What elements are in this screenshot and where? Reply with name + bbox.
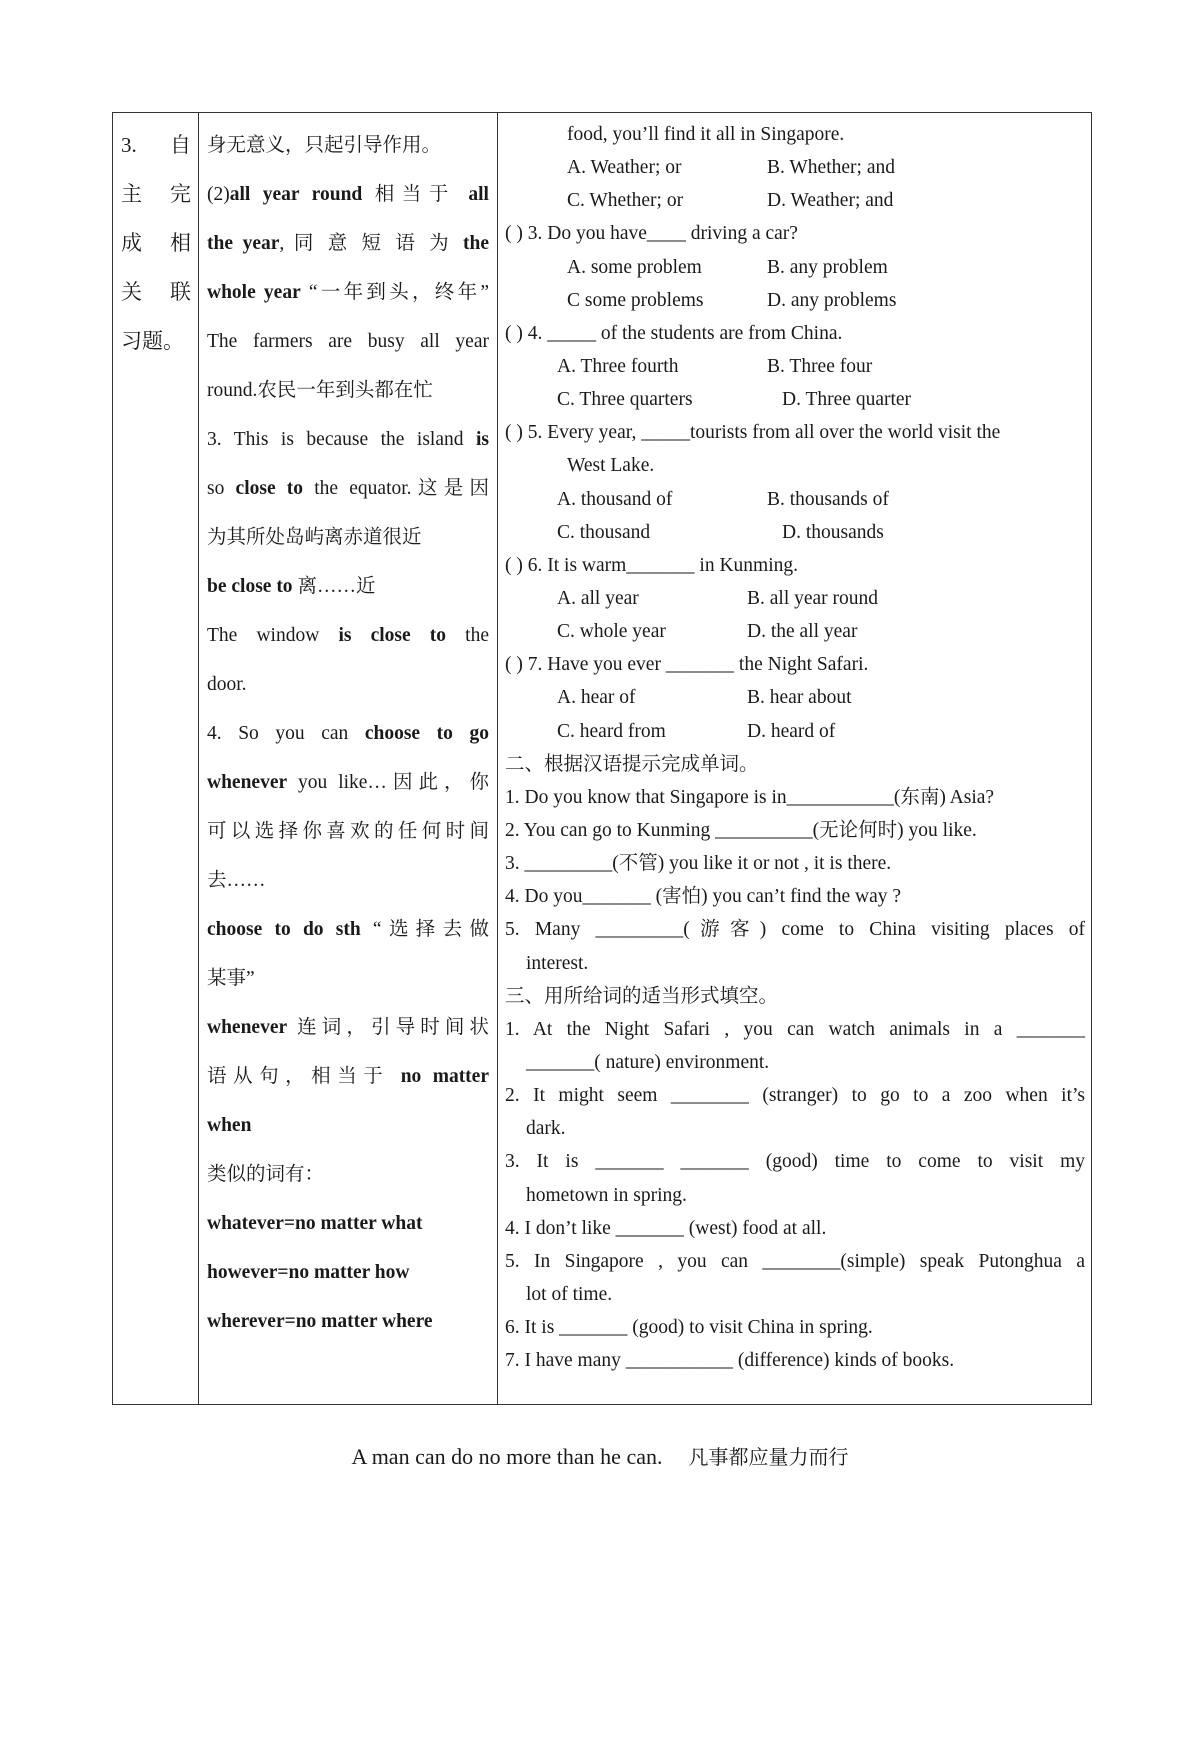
question: ( ) 3. Do you have____ driving a car?: [505, 223, 798, 245]
section-label: [121, 121, 191, 366]
fill-item: 7. I have many ___________ (difference) kinds of books.: [505, 1350, 955, 1372]
option-row: C. thousand D. thousands: [557, 521, 884, 543]
question: ( ) 6. It is warm_______ in Kunming.: [505, 554, 799, 576]
fill-item: 2. It might seem ________ (stranger) to go to a zoo when it’s: [505, 1085, 1085, 1107]
option-row: C. whole year D. the all year: [557, 621, 858, 643]
section-label-line: 成 相: [121, 231, 191, 255]
option-row: C. heard from D. heard of: [557, 720, 836, 742]
fill-item: 3. _________(不管) you like it or not , it is there.: [505, 853, 892, 875]
exercises: [505, 118, 1085, 1377]
note-line: The farmers are busy all year: [207, 331, 489, 352]
note-line: round.农民一年到头都在忙: [207, 380, 433, 401]
note-line: whole year “一年到头，终年”: [207, 282, 490, 303]
fill-item-continuation: hometown in spring.: [526, 1184, 687, 1206]
note-line: door.: [207, 674, 247, 695]
motto-chinese: 凡事都应量力而行: [688, 1447, 849, 1469]
fill-item-continuation: dark.: [526, 1118, 566, 1140]
fill-item: 4. I don’t like _______ (west) food at all.: [505, 1217, 827, 1239]
section-label-line: 主 完: [121, 182, 191, 206]
grammar-notes: [207, 121, 489, 1346]
note-line: 3. This is because the island is: [207, 429, 489, 450]
section-label-line: 3. 自: [121, 133, 191, 157]
note-line: choose to do sth “选择去做: [207, 919, 490, 940]
note-line: 某事”: [207, 968, 255, 989]
question: ( ) 5. Every year, _____tourists from all over the world visit the: [505, 422, 1001, 444]
option-row: C. Whether; or D. Weather; and: [567, 190, 894, 212]
option-row: C some problems D. any problems: [567, 289, 897, 311]
note-line: whenever 连词，引导时间状: [207, 1017, 489, 1038]
motto: [0, 1441, 1200, 1470]
option-row: A. all year B. all year round: [557, 587, 879, 609]
fill-item-continuation: lot of time.: [526, 1283, 613, 1305]
option-row: C. Three quarters D. Three quarter: [557, 389, 912, 411]
note-line: 类似的词有：: [207, 1164, 325, 1185]
fill-item: 2. You can go to Kunming __________(无论何时) you like.: [505, 819, 977, 841]
note-line: be close to 离……近: [207, 576, 376, 597]
option-row: A. thousand of B. thousands of: [557, 488, 889, 510]
option-row: A. some problem B. any problem: [567, 256, 888, 278]
note-line: so close to the equator.这是因: [207, 478, 490, 499]
note-line: the year, 同 意 短 语 为 the: [207, 233, 489, 254]
fill-item-continuation: interest.: [526, 952, 589, 974]
fill-item-continuation: _______( nature) environment.: [526, 1051, 770, 1073]
fill-item: 3. It is _______ _______ (good) time to come to visit my: [505, 1151, 1085, 1173]
section-heading: 二、根据汉语提示完成单词。: [505, 753, 759, 775]
fill-item: 4. Do you_______ (害怕) you can’t find the way ?: [505, 886, 902, 908]
fill-item: 1. Do you know that Singapore is in___________(东南) Asia?: [505, 786, 995, 808]
section-label-line: 习题。: [121, 329, 184, 353]
fill-item: 5. In Singapore , you can ________(simple) speak Putonghua a: [505, 1250, 1085, 1272]
note-line: 为其所处岛屿离赤道很近: [207, 527, 422, 548]
note-line: (2)all year round 相当于 all: [207, 184, 489, 205]
question: ( ) 4. _____ of the students are from China.: [505, 322, 843, 344]
note-line: wherever=no matter where: [207, 1311, 433, 1332]
section-heading: 三、用所给词的适当形式填空。: [505, 985, 779, 1007]
exercise-table: [112, 112, 1092, 1405]
question: ( ) 7. Have you ever _______ the Night Safari.: [505, 654, 869, 676]
note-line: 去……: [207, 870, 266, 891]
column-divider: [497, 113, 498, 1404]
note-line: when: [207, 1115, 252, 1136]
motto-english: A man can do no more than he can.: [351, 1444, 663, 1469]
note-line: 可以选择你喜欢的任何时间: [207, 821, 489, 842]
option-row: A. hear of B. hear about: [557, 687, 852, 709]
note-line: 身无意义，只起引导作用。: [207, 135, 442, 156]
note-line: however=no matter how: [207, 1262, 410, 1283]
fill-item: 5. Many _________(游客) come to China visiting places of: [505, 919, 1085, 941]
option-row: A. Weather; or B. Whether; and: [567, 157, 895, 179]
option-row: A. Three fourth B. Three four: [557, 355, 873, 377]
question-continuation: food, you’ll find it all in Singapore.: [567, 124, 845, 145]
note-line: 语从句，相当于 no matter: [207, 1066, 489, 1087]
section-label-line: 关 联: [121, 280, 191, 304]
note-line: whatever=no matter what: [207, 1213, 423, 1234]
note-line: The window is close to the: [207, 625, 489, 646]
note-line: whenever you like…因此，你: [207, 772, 489, 793]
column-divider: [198, 113, 199, 1404]
note-line: 4. So you can choose to go: [207, 723, 489, 744]
question-continuation: West Lake.: [567, 455, 655, 477]
fill-item: 1. At the Night Safari , you can watch animals in a _______: [505, 1018, 1085, 1040]
fill-item: 6. It is _______ (good) to visit China in spring.: [505, 1317, 873, 1339]
